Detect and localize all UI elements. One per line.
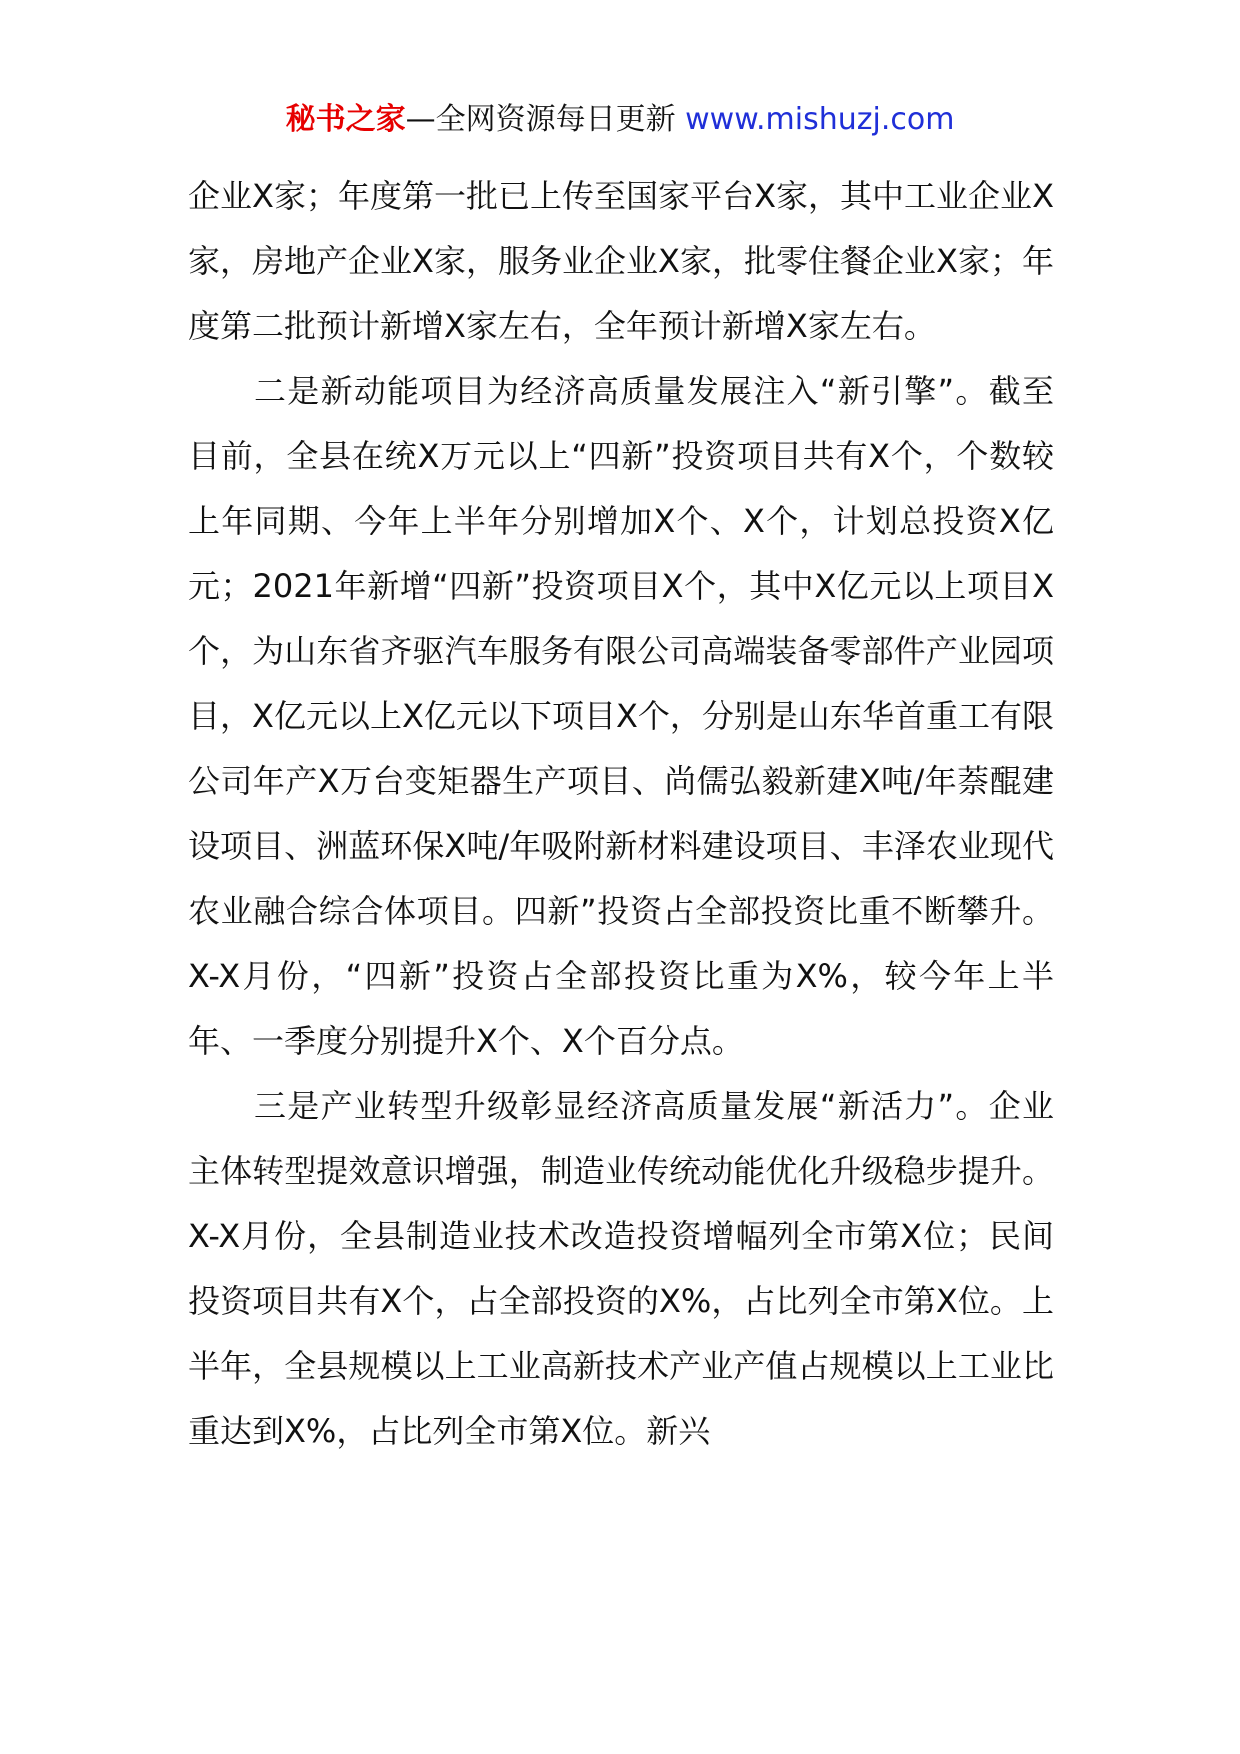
- brand-name: 秘书之家: [285, 102, 406, 137]
- paragraph-new-momentum: 二是新动能项目为经济高质量发展注入“新引擎”。截至目前，全县在统X万元以上“四新”投资项目共有X个，个数较上年同期、今年上半年分别增加X个、X个，计划总投资X亿元；2021年新增“四新”投资项目X个，其中X亿元以上项目X个，为山东省齐驱汽车服务有限公司高端装备零部件产业园项目，X亿元以上X亿元以下项目X个，分别是山东华首重工有限公司年产X万台变矩器生产项目、尚儒弘毅新建X吨/年萘醌建设项目、洲蓝环保X吨/年吸附新材料建设项目、丰泽农业现代农业融合综合体项目。四新”投资占全部投资比重不断攀升。X-X月份，“四新”投资占全部投资比重为X%，较今年上半年、一季度分别提升X个、X个百分点。: [188, 372, 1054, 1060]
- header-url-link[interactable]: www.mishuzj.com: [685, 102, 955, 137]
- header-tagline: —全网资源每日更新: [405, 102, 676, 137]
- paragraph-continuation: 企业X家；年度第一批已上传至国家平台X家，其中工业企业X家，房地产企业X家，服务业企业X家，批零住餐企业X家；年度第二批预计新增X家左右，全年预计新增X家左右。: [188, 177, 1054, 345]
- paragraph-industrial-upgrade: 三是产业转型升级彰显经济高质量发展“新活力”。企业主体转型提效意识增强，制造业传统动能优化升级稳步提升。X-X月份，全县制造业技术改造投资增幅列全市第X位；民间投资项目共有X个，占全部投资的X%，占比列全市第X位。上半年，全县规模以上工业高新技术产业产值占规模以上工业比重达到X%，占比列全市第X位。新兴: [188, 1087, 1054, 1450]
- document-body: [188, 164, 1054, 1464]
- page-header: [0, 98, 1240, 142]
